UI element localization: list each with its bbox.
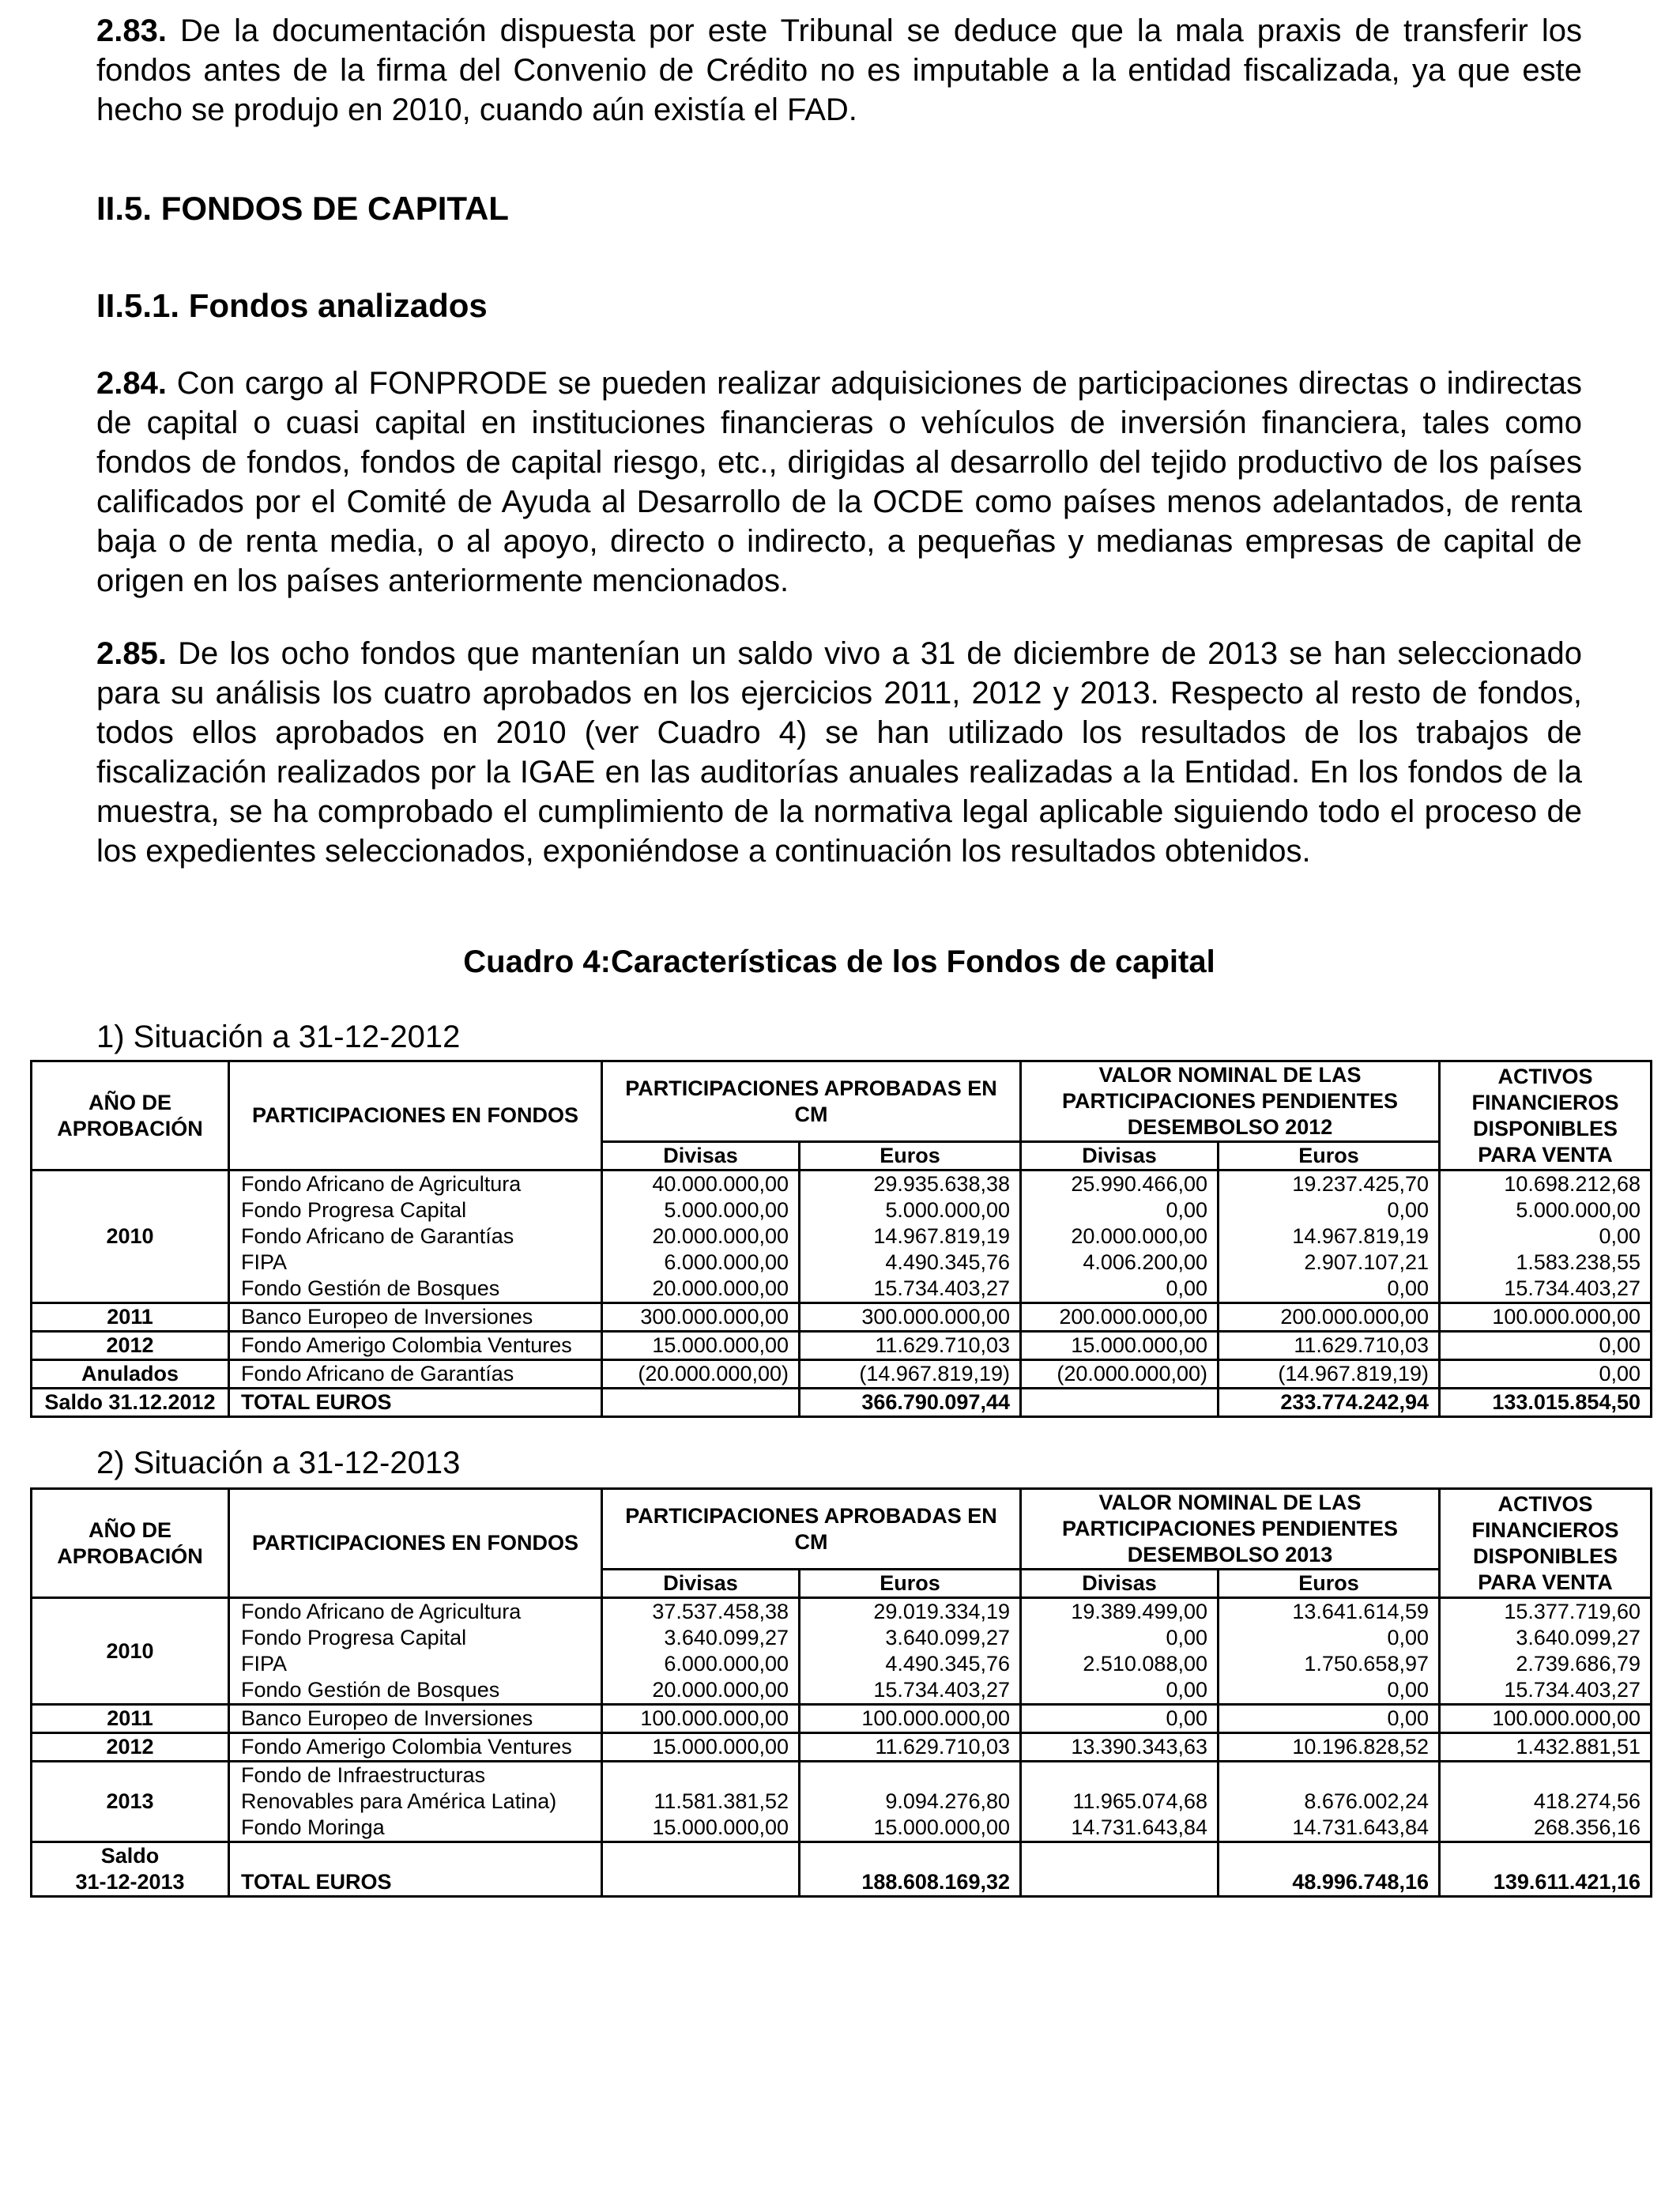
value-cell: 19.237.425,70 [1292, 1172, 1429, 1196]
value-cell: 0,00 [1387, 1276, 1429, 1300]
header-year: AÑO DE APROBACIÓN [32, 1061, 229, 1171]
value-cell: 20.000.000,00 [652, 1276, 789, 1300]
value-cell: 11.629.710,03 [1219, 1332, 1440, 1360]
value-cell [1031, 1762, 1207, 1789]
value-cell: 2.907.107,21 [1304, 1250, 1429, 1274]
value-cell: 5.000.000,00 [1516, 1198, 1640, 1222]
fund-name: Fondo Progresa Capital [241, 1626, 467, 1649]
value-cell: 418.274,56 [1533, 1789, 1640, 1813]
table2-title: 2) Situación a 31-12-2013 [96, 1446, 461, 1480]
value-cell: 3.640.099,27 [664, 1626, 789, 1649]
value-cell: 0,00 [1166, 1678, 1207, 1702]
value-cell: 200.000.000,00 [1219, 1303, 1440, 1332]
subsection-heading: II.5.1. Fondos analizados [96, 287, 488, 324]
value-cell: 10.196.828,52 [1219, 1733, 1440, 1762]
paragraph-2-83 [96, 11, 1582, 130]
total-value: 48.996.748,16 [1219, 1842, 1440, 1897]
value-cell: 2.510.088,00 [1083, 1652, 1207, 1676]
approved-divisas-cells [602, 1598, 800, 1705]
nominal-divisas-cells [1021, 1598, 1219, 1705]
value-cell: 15.000.000,00 [873, 1815, 1010, 1839]
value-cell: 20.000.000,00 [652, 1224, 789, 1248]
fund-name: Renovables para América Latina) [241, 1789, 557, 1813]
table-row-group-2010 [32, 1598, 1652, 1705]
fund-name: Fondo Gestión de Bosques [241, 1678, 500, 1702]
header-activos: ACTIVOS FINANCIEROS DISPONIBLES PARA VENTA [1440, 1061, 1652, 1171]
value-cell: 0,00 [1387, 1198, 1429, 1222]
value-cell: 0,00 [1219, 1705, 1440, 1733]
value-cell: 0,00 [1166, 1198, 1207, 1222]
year-cell: 2010 [32, 1171, 229, 1303]
value-cell: 13.390.343,63 [1021, 1733, 1219, 1762]
header-funds: PARTICIPACIONES EN FONDOS [229, 1489, 602, 1598]
value-cell: 300.000.000,00 [800, 1303, 1021, 1332]
paragraph-text: De la documentación dispuesta por este Tribunal se deduce que la mala praxis de transferir los fondos antes de la firma del Convenio de Crédito no es imputable a la entidad fiscalizada, ya que este hecho se produjo en 2010, cuando aún existía el FAD. [96, 13, 1582, 127]
total-value: 188.608.169,32 [800, 1842, 1021, 1897]
value-cell: 100.000.000,00 [602, 1705, 800, 1733]
value-cell: 11.629.710,03 [800, 1733, 1021, 1762]
value-cell: 5.000.000,00 [664, 1198, 789, 1222]
header-activos: ACTIVOS FINANCIEROS DISPONIBLES PARA VENTA [1440, 1489, 1652, 1598]
year-cell: 2011 [32, 1303, 229, 1332]
value-cell: 19.389.499,00 [1071, 1600, 1207, 1623]
value-cell: 4.490.345,76 [885, 1652, 1010, 1676]
value-cell: 6.000.000,00 [664, 1652, 789, 1676]
header-funds: PARTICIPACIONES EN FONDOS [229, 1061, 602, 1171]
value-cell: 0,00 [1440, 1332, 1652, 1360]
empty-cell [1021, 1842, 1219, 1897]
fund-name: Fondo Africano de Garantías [241, 1224, 514, 1248]
fund-name: Fondo Africano de Agricultura [241, 1600, 522, 1623]
value-cell [1450, 1762, 1640, 1789]
value-cell: 0,00 [1387, 1626, 1429, 1649]
value-cell: 15.000.000,00 [1021, 1332, 1219, 1360]
nominal-divisas-cells [1021, 1171, 1219, 1303]
fund-name: Fondo Amerigo Colombia Ventures [229, 1332, 602, 1360]
value-cell: 15.734.403,27 [873, 1276, 1010, 1300]
value-cell: 4.006.200,00 [1083, 1250, 1207, 1274]
year-cell: 2013 [32, 1762, 229, 1842]
value-cell: 4.490.345,76 [885, 1250, 1010, 1274]
value-cell: 14.967.819,19 [1292, 1224, 1429, 1248]
paragraph-2-84 [96, 364, 1582, 601]
value-cell: 15.734.403,27 [1504, 1276, 1640, 1300]
fund-name: Fondo Progresa Capital [241, 1198, 467, 1222]
value-cell: 3.640.099,27 [1516, 1626, 1640, 1649]
value-cell: 0,00 [1599, 1224, 1640, 1248]
value-cell: 0,00 [1166, 1276, 1207, 1300]
table1-title: 1) Situación a 31-12-2012 [96, 1020, 461, 1054]
value-cell: 15.377.719,60 [1504, 1600, 1640, 1623]
total-label: TOTAL EUROS [229, 1389, 602, 1417]
value-cell: 100.000.000,00 [800, 1705, 1021, 1733]
fund-name: Fondo Moringa [241, 1815, 385, 1839]
header-divisas: Divisas [1021, 1142, 1219, 1171]
value-cell: 1.432.881,51 [1440, 1733, 1652, 1762]
activos-cells [1440, 1171, 1652, 1303]
fund-name: Banco Europeo de Inversiones [229, 1705, 602, 1733]
value-cell: 37.537.458,38 [652, 1600, 789, 1623]
section-heading: II.5. FONDOS DE CAPITAL [96, 190, 509, 227]
value-cell: 5.000.000,00 [885, 1198, 1010, 1222]
table-situation-2013 [30, 1487, 1652, 1898]
value-cell: 300.000.000,00 [602, 1303, 800, 1332]
value-cell: 0,00 [1387, 1678, 1429, 1702]
value-cell: 1.583.238,55 [1516, 1250, 1640, 1274]
value-cell: 2.739.686,79 [1516, 1652, 1640, 1676]
header-euros: Euros [1219, 1570, 1440, 1598]
nominal-euros-cells [1219, 1762, 1440, 1842]
empty-cell [602, 1842, 800, 1897]
value-cell: 15.734.403,27 [1504, 1678, 1640, 1702]
value-cell: 6.000.000,00 [664, 1250, 789, 1274]
fund-name: FIPA [241, 1250, 288, 1274]
total-value: 233.774.242,94 [1219, 1389, 1440, 1417]
header-nominal: VALOR NOMINAL DE LAS PARTICIPACIONES PENDIENTES DESEMBOLSO 2013 [1021, 1489, 1440, 1570]
nominal-divisas-cells [1021, 1762, 1219, 1842]
header-euros: Euros [1219, 1142, 1440, 1171]
approved-euros-cells [800, 1762, 1021, 1842]
table-row [32, 1332, 1652, 1360]
fund-name: Fondo Amerigo Colombia Ventures [229, 1733, 602, 1762]
value-cell [1229, 1762, 1429, 1789]
header-divisas: Divisas [602, 1142, 800, 1171]
table-caption: Cuadro 4:Características de los Fondos de capital [463, 944, 1215, 979]
value-cell: 20.000.000,00 [1071, 1224, 1207, 1248]
value-cell: 29.935.638,38 [873, 1172, 1010, 1196]
empty-cell [1021, 1389, 1219, 1417]
value-cell: 100.000.000,00 [1440, 1303, 1652, 1332]
nominal-euros-cells [1219, 1171, 1440, 1303]
value-cell: 8.676.002,24 [1304, 1789, 1429, 1813]
fund-names [229, 1762, 602, 1842]
header-euros: Euros [800, 1142, 1021, 1171]
value-cell: 14.967.819,19 [873, 1224, 1010, 1248]
fund-names [229, 1598, 602, 1705]
nominal-euros-cells [1219, 1598, 1440, 1705]
fund-name: Fondo Gestión de Bosques [241, 1276, 500, 1300]
value-cell: 15.000.000,00 [652, 1815, 789, 1839]
value-cell: 1.750.658,97 [1304, 1652, 1429, 1676]
approved-divisas-cells [602, 1762, 800, 1842]
table-situation-2012 [30, 1060, 1652, 1418]
value-cell: (20.000.000,00) [1021, 1360, 1219, 1389]
value-cell: 3.640.099,27 [885, 1626, 1010, 1649]
fund-name: Fondo Africano de Garantías [229, 1360, 602, 1389]
paragraph-text: Con cargo al FONPRODE se pueden realizar adquisiciones de participaciones directas o indirectas de capital o cuasi capital en instituciones financieras o vehículos de inversión financiera, tales como fondos de fondos, fondos de capital riesgo, etc., dirigidas al desarrollo del tejido productivo de los países calificados por el Comité de Ayuda al Desarrollo de la OCDE como países menos adelantados, de renta baja o de renta media, o al apoyo, directo o indirecto, a pequeñas y medianas empresas de capital de origen en los países anteriormente mencionados. [96, 366, 1582, 598]
header-divisas: Divisas [602, 1570, 800, 1598]
value-cell: 13.641.614,59 [1292, 1600, 1429, 1623]
header-divisas: Divisas [1021, 1570, 1219, 1598]
header-euros: Euros [800, 1570, 1021, 1598]
value-cell: 268.356,16 [1533, 1815, 1640, 1839]
fund-names [229, 1171, 602, 1303]
approved-divisas-cells [602, 1171, 800, 1303]
table-row [32, 1303, 1652, 1332]
value-cell: 0,00 [1166, 1626, 1207, 1649]
value-cell: 25.990.466,00 [1071, 1172, 1207, 1196]
table-row-group-2010 [32, 1171, 1652, 1303]
saldo-date: 31-12-2013 [75, 1870, 185, 1894]
value-cell: 0,00 [1440, 1360, 1652, 1389]
value-cell: 14.731.643,84 [1071, 1815, 1207, 1839]
table-total-row [32, 1389, 1652, 1417]
year-cell: 2011 [32, 1705, 229, 1733]
table-row [32, 1733, 1652, 1762]
value-cell: 11.629.710,03 [800, 1332, 1021, 1360]
paragraph-number: 2.83. [96, 13, 167, 48]
value-cell: 10.698.212,68 [1504, 1172, 1640, 1196]
value-cell: 14.731.643,84 [1292, 1815, 1429, 1839]
value-cell: 11.965.074,68 [1072, 1789, 1207, 1813]
table-total-row [32, 1842, 1652, 1897]
value-cell: 200.000.000,00 [1021, 1303, 1219, 1332]
header-approved: PARTICIPACIONES APROBADAS EN CM [602, 1061, 1021, 1142]
total-label: TOTAL EUROS [229, 1842, 602, 1897]
value-cell: (14.967.819,19) [800, 1360, 1021, 1389]
paragraph-number: 2.85. [96, 636, 167, 671]
value-cell: (20.000.000,00) [602, 1360, 800, 1389]
value-cell: 100.000.000,00 [1440, 1705, 1652, 1733]
value-cell [810, 1762, 1010, 1789]
fund-name: FIPA [241, 1652, 288, 1676]
value-cell: 0,00 [1021, 1705, 1219, 1733]
activos-cells [1440, 1598, 1652, 1705]
value-cell: 11.581.381,52 [654, 1789, 789, 1813]
paragraph-number: 2.84. [96, 366, 167, 401]
year-cell: Saldo 31.12.2012 [32, 1389, 229, 1417]
approved-euros-cells [800, 1171, 1021, 1303]
fund-name: Fondo de Infraestructuras [241, 1763, 486, 1787]
header-approved: PARTICIPACIONES APROBADAS EN CM [602, 1489, 1021, 1570]
value-cell: 15.000.000,00 [602, 1733, 800, 1762]
header-nominal: VALOR NOMINAL DE LAS PARTICIPACIONES PENDIENTES DESEMBOLSO 2012 [1021, 1061, 1440, 1142]
total-value: 139.611.421,16 [1440, 1842, 1652, 1897]
year-cell: 2010 [32, 1598, 229, 1705]
value-cell: 15.000.000,00 [602, 1332, 800, 1360]
fund-name: Fondo Africano de Agricultura [241, 1172, 522, 1196]
value-cell: 15.734.403,27 [873, 1678, 1010, 1702]
fund-name: Banco Europeo de Inversiones [229, 1303, 602, 1332]
header-year: AÑO DE APROBACIÓN [32, 1489, 229, 1598]
value-cell [612, 1762, 789, 1789]
activos-cells [1440, 1762, 1652, 1842]
value-cell: (14.967.819,19) [1219, 1360, 1440, 1389]
saldo-label: Saldo [100, 1844, 160, 1868]
value-cell: 40.000.000,00 [652, 1172, 789, 1196]
paragraph-text: De los ocho fondos que mantenían un saldo vivo a 31 de diciembre de 2013 se han seleccionado para su análisis los cuatro aprobados en los ejercicios 2011, 2012 y 2013. Respecto al resto de fondos, todos ellos aprobados en 2010 (ver Cuadro 4) se han utilizado los resultados de los trabajos de fiscalización realizados por la IGAE en las auditorías anuales realizadas a la Entidad. En los fondos de la muestra, se ha comprobado el cumplimiento de la normativa legal aplicable siguiendo todo el proceso de los expedientes seleccionados, exponiéndose a continuación los resultados obtenidos. [96, 636, 1582, 869]
table-row-group-2013 [32, 1762, 1652, 1842]
total-value: 133.015.854,50 [1440, 1389, 1652, 1417]
year-cell: 2012 [32, 1733, 229, 1762]
table-row [32, 1360, 1652, 1389]
year-cell: 2012 [32, 1332, 229, 1360]
value-cell: 20.000.000,00 [652, 1678, 789, 1702]
year-cell [32, 1842, 229, 1897]
empty-cell [602, 1389, 800, 1417]
year-cell: Anulados [32, 1360, 229, 1389]
value-cell: 29.019.334,19 [873, 1600, 1010, 1623]
paragraph-2-85 [96, 634, 1582, 871]
value-cell: 9.094.276,80 [885, 1789, 1010, 1813]
total-value: 366.790.097,44 [800, 1389, 1021, 1417]
table-row [32, 1705, 1652, 1733]
approved-euros-cells [800, 1598, 1021, 1705]
